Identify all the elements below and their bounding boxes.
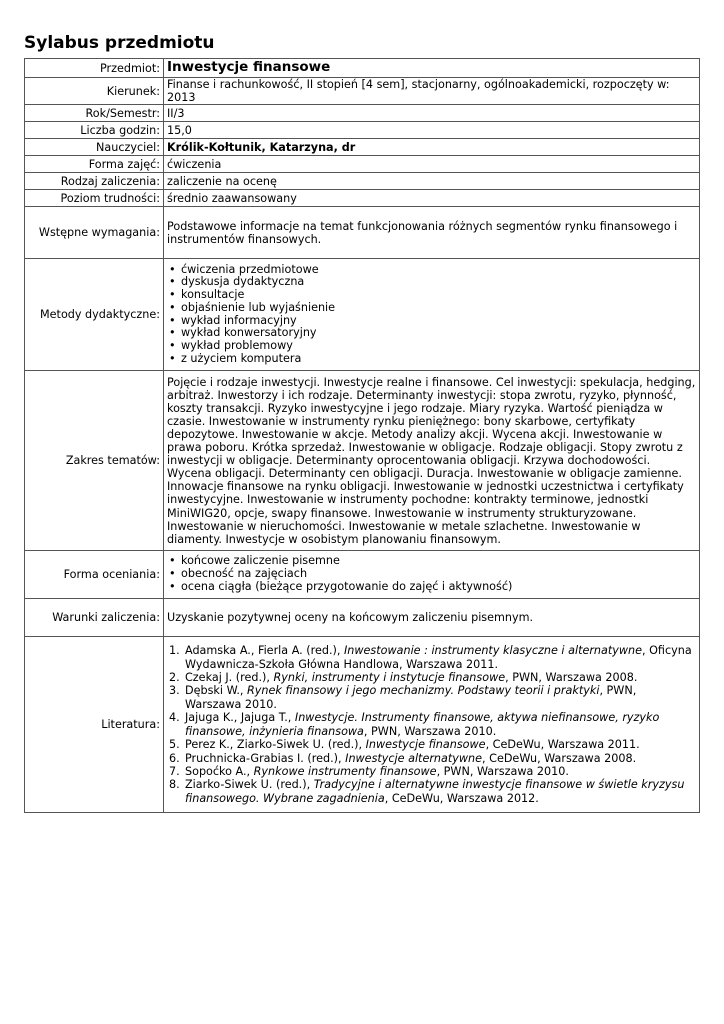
value-przedmiot: Inwestycje finansowe — [164, 59, 700, 78]
label-przedmiot: Przedmiot: — [25, 59, 164, 78]
syllabus-table — [24, 58, 700, 813]
label-metody-dydaktyczne: Metody dydaktyczne: — [25, 259, 164, 371]
row-rodzaj-zaliczenia — [25, 173, 700, 190]
value-rok-semestr: II/3 — [164, 105, 700, 122]
label-forma-zajec: Forma zajęć: — [25, 156, 164, 173]
list-item: • wykład problemowy — [167, 340, 696, 353]
list-item: 5. Perez K., Ziarko-Siwek U. (red.), Inwestycje finansowe, CeDeWu, Warszawa 2011. — [169, 738, 640, 752]
row-kierunek — [25, 78, 700, 105]
row-nauczyciel — [25, 139, 700, 156]
literatura-list — [167, 644, 696, 805]
row-wstepne-wymagania — [25, 207, 700, 259]
row-forma-oceniania — [25, 551, 700, 599]
value-forma-zajec: ćwiczenia — [164, 156, 700, 173]
list-item: • wykład informacyjny — [167, 315, 696, 328]
label-zakres-tematow: Zakres tematów: — [25, 371, 164, 551]
value-kierunek: Finanse i rachunkowość, II stopień [4 sem], stacjonarny, ogólnoakademicki, rozpoczęty w: 2013 — [164, 78, 700, 105]
list-item: 2. Czekaj J. (red.), Rynki, instrumenty i instytucje finansowe, PWN, Warszawa 2008. — [169, 671, 638, 685]
value-metody-dydaktyczne — [164, 259, 700, 371]
ocenianie-list — [167, 555, 696, 593]
value-forma-oceniania — [164, 551, 700, 599]
metody-list — [167, 264, 696, 366]
row-poziom-trudnosci — [25, 190, 700, 207]
row-literatura — [25, 637, 700, 813]
value-warunki-zaliczenia: Uzyskanie pozytywnej oceny na końcowym zaliczeniu pisemnym. — [164, 599, 700, 637]
value-zakres-tematow: Pojęcie i rodzaje inwestycji. Inwestycje realne i finansowe. Cel inwestycji: spekulacja, hedging, arbitraż. Inwestorzy i ich rodzaje. Determinanty inwestycji: stopa zwrotu, ryzyko, płynność, koszty transakcji. Ryzyko inwestycyjne i jego rodzaje. Miary ryzyka. Wartość pieniądza w czasie. Inwestowanie w instrumenty rynku pieniężnego: bony skarbowe, certyfikaty depozytowe. Inwestowanie w akcje. Metody analizy akcji. Wycena akcji. Inwestowanie w prawa poboru. Krótka sprzedaż. Inwestowanie w obligacje. Rodzaje obligacji. Stopy zwrotu z inwestycji w obligacje. Determinanty oprocentowania obligacji. Krzywa dochodowości. Wycena obligacji. Determinanty cen obligacji. Duracja. Inwestowanie w obligacje zamienne. Innowacje finansowe na rynku obligacji. Inwestowanie w jednostki uczestnictwa i certyfikaty inwestycyjne. Inwestowanie w instrumenty pochodne: kontrakty terminowe, jednostki MiniWIG20, opcje, swapy finansowe. Inwestowanie w instrumenty strukturyzowane. Inwestowanie w nieruchomości. Inwestowanie w metale szlachetne. Inwestowanie w diamenty. Inwestycje w osobistym planowaniu finansowym. — [164, 371, 700, 551]
list-item: • obecność na zajęciach — [167, 568, 696, 581]
list-item: 7. Sopoćko A., Rynkowe instrumenty finansowe, PWN, Warszawa 2010. — [169, 764, 569, 778]
value-liczba-godzin: 15,0 — [164, 122, 700, 139]
list-item: 3. Dębski W., Rynek finansowy i jego mechanizmy. Podstawy teorii i praktyki, PWN, Warszawa 2010. — [169, 684, 637, 711]
label-rodzaj-zaliczenia: Rodzaj zaliczenia: — [25, 173, 164, 190]
label-nauczyciel: Nauczyciel: — [25, 139, 164, 156]
row-forma-zajec — [25, 156, 700, 173]
list-item: 4. Jajuga K., Jajuga T., Inwestycje. Instrumenty finansowe, aktywa niefinansowe, ryzyko finansowe, inżynieria finansowa, PWN, Warszawa 2010. — [169, 711, 660, 738]
list-item: • wykład konwersatoryjny — [167, 327, 696, 340]
row-rok-semestr — [25, 105, 700, 122]
list-item: • ocena ciągła (bieżące przygotowanie do zajęć i aktywność) — [167, 581, 696, 594]
list-item: • objaśnienie lub wyjaśnienie — [167, 302, 696, 315]
value-nauczyciel: Królik-Kołtunik, Katarzyna, dr — [164, 139, 700, 156]
value-poziom-trudnosci: średnio zaawansowany — [164, 190, 700, 207]
list-item: 6. Pruchnicka-Grabias I. (red.), Inwestycje alternatywne, CeDeWu, Warszawa 2008. — [169, 751, 637, 765]
row-liczba-godzin — [25, 122, 700, 139]
label-forma-oceniania: Forma oceniania: — [25, 551, 164, 599]
row-przedmiot — [25, 59, 700, 78]
page-title: Sylabus przedmiotu — [24, 33, 215, 53]
list-item: • z użyciem komputera — [167, 353, 696, 366]
label-rok-semestr: Rok/Semestr: — [25, 105, 164, 122]
list-item: • dyskusja dydaktyczna — [167, 276, 696, 289]
list-item: 8. Ziarko-Siwek U. (red.), Tradycyjne i alternatywne inwestycje finansowe w świetle kryzysu finansowego. Wybrane zagadnienia, CeDeWu, Warszawa 2012. — [169, 778, 685, 805]
label-wstepne-wymagania: Wstępne wymagania: — [25, 207, 164, 259]
row-metody-dydaktyczne — [25, 259, 700, 371]
list-item: • końcowe zaliczenie pisemne — [167, 555, 696, 568]
value-wstepne-wymagania: Podstawowe informacje na temat funkcjonowania różnych segmentów rynku finansowego i instrumentów finansowych. — [164, 207, 700, 259]
label-poziom-trudnosci: Poziom trudności: — [25, 190, 164, 207]
label-warunki-zaliczenia: Warunki zaliczenia: — [25, 599, 164, 637]
value-literatura — [164, 637, 700, 813]
list-item: • konsultacje — [167, 289, 696, 302]
label-liczba-godzin: Liczba godzin: — [25, 122, 164, 139]
list-item: 1. Adamska A., Fierla A. (red.), Inwestowanie : instrumenty klasyczne i alternatywne, Oficyna Wydawnicza-Szkoła Główna Handlowa, Warszawa 2011. — [169, 644, 692, 671]
row-warunki-zaliczenia — [25, 599, 700, 637]
value-rodzaj-zaliczenia: zaliczenie na ocenę — [164, 173, 700, 190]
row-zakres-tematow — [25, 371, 700, 551]
label-literatura: Literatura: — [25, 637, 164, 813]
list-item: • ćwiczenia przedmiotowe — [167, 264, 696, 277]
label-kierunek: Kierunek: — [25, 78, 164, 105]
